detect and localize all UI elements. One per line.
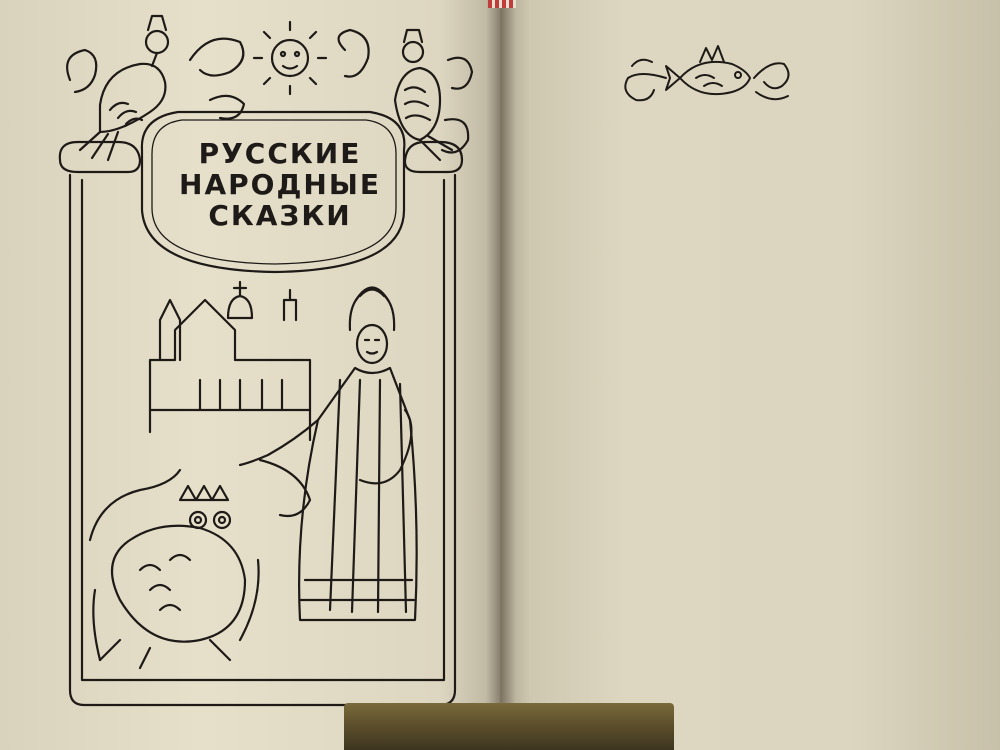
right-page	[500, 0, 1000, 750]
title-line-1: РУССКИЕ	[198, 137, 362, 170]
foreground-object	[344, 703, 674, 750]
bookmark-ribbon	[488, 0, 516, 8]
title-line-2: НАРОДНЫЕ	[179, 168, 381, 201]
book-title	[145, 138, 415, 231]
fish-ornament-icon	[500, 0, 1000, 750]
book-gutter	[486, 0, 516, 750]
title-line-3: СКАЗКИ	[208, 199, 352, 232]
